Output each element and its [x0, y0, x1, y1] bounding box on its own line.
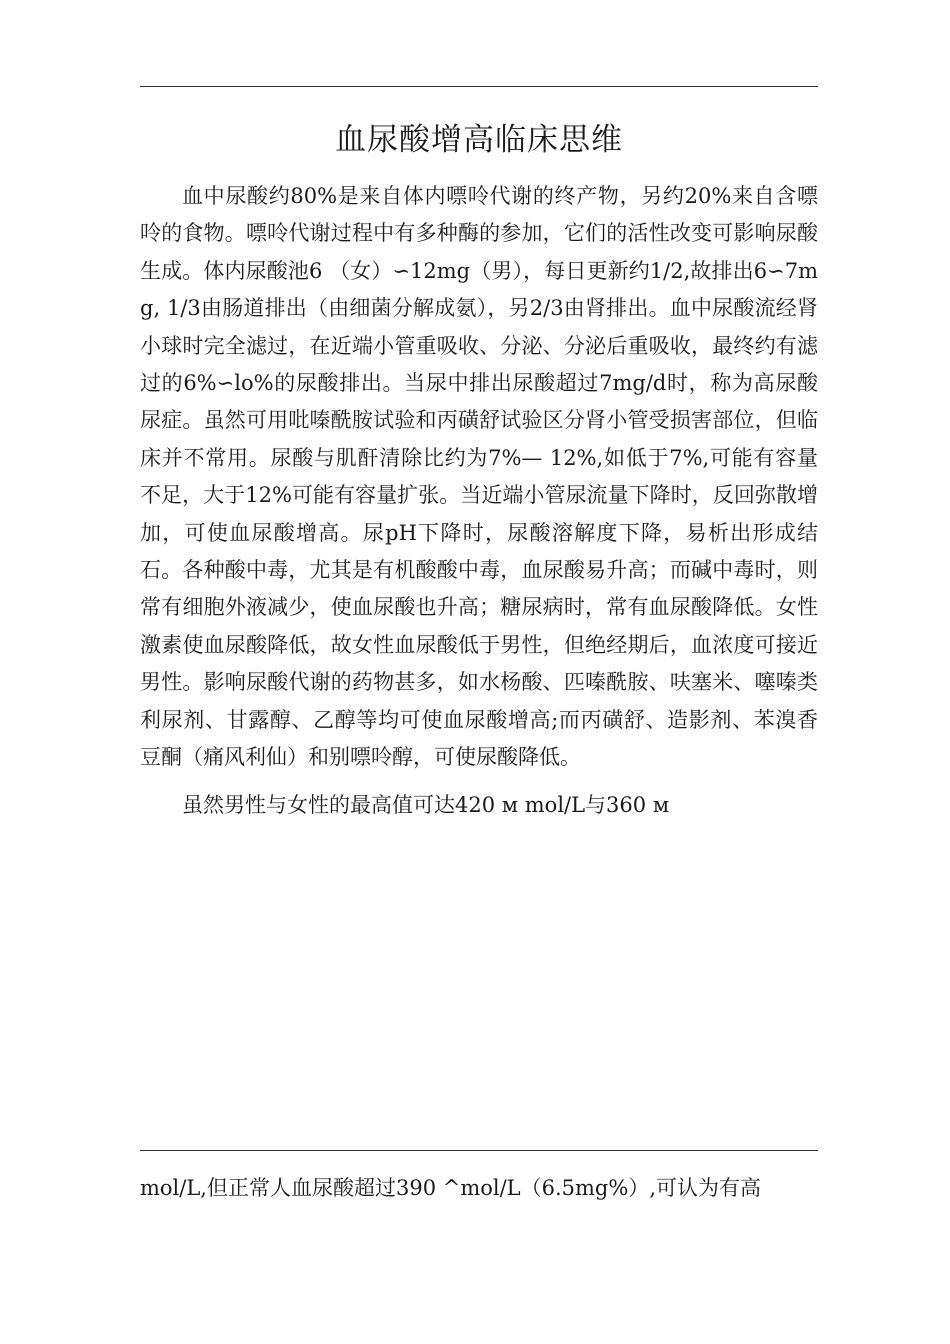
document-title: 血尿酸增高临床思维 — [335, 122, 623, 158]
continued-paragraph: mol/L,但正常人血尿酸超过390 ^mol/L（6.5mg%）,可认为有高 — [140, 1176, 761, 1200]
paragraph-uric-acid-metabolism: 血中尿酸约80%是来自体内嘌呤代谢的终产物，另约20%来自含嘌呤的食物。嘌呤代谢过程中有多种酶的参加，它们的活性改变可影响尿酸生成。体内尿酸池6 （女）∽12mg（男），每日更新约1/2,故排出6∽7mg, 1/3由肠道排出（由细菌分解成氨），另2/3由肾排出。血中尿酸流经肾小球时完全滤过，在近端小管重吸收、分泌、分泌后重吸收，最终约有滤过的6%∽lo%的尿酸排出。当尿中排出尿酸超过7mg/d时，称为高尿酸尿症。虽然可用吡嗪酰胺试验和丙磺舒试验区分肾小管受损害部位，但临床并不常用。尿酸与肌酐清除比约为7%— 12%,如低于7%,可能有容量不足，大于12%可能有容量扩张。当近端小管尿流量下降时，反回弥散增加，可使血尿酸增高。尿pH下降时，尿酸溶解度下降，易析出形成结石。各种酸中毒，尤其是有机酸酸中毒，血尿酸易升高；而碱中毒时，则常有细胞外液减少，使血尿酸也升高；糖尿病时，常有血尿酸降低。女性激素使血尿酸降低，故女性血尿酸低于男性，但绝经期后，血浓度可接近男性。影响尿酸代谢的药物甚多，如水杨酸、匹嗪酰胺、呋塞米、噻嗪类利尿剂、甘露醇、乙醇等均可使血尿酸增高;而丙磺舒、造影剂、苯溴香豆酮（痛风利仙）和别嘌呤醇，可使尿酸降低。 — [140, 184, 818, 770]
page-break-rule — [140, 1150, 818, 1151]
document-body — [140, 178, 818, 824]
paragraph-reference-values: 虽然男性与女性的最高值可达420 м mol/L与360 м — [182, 792, 670, 817]
header-rule — [140, 86, 818, 87]
